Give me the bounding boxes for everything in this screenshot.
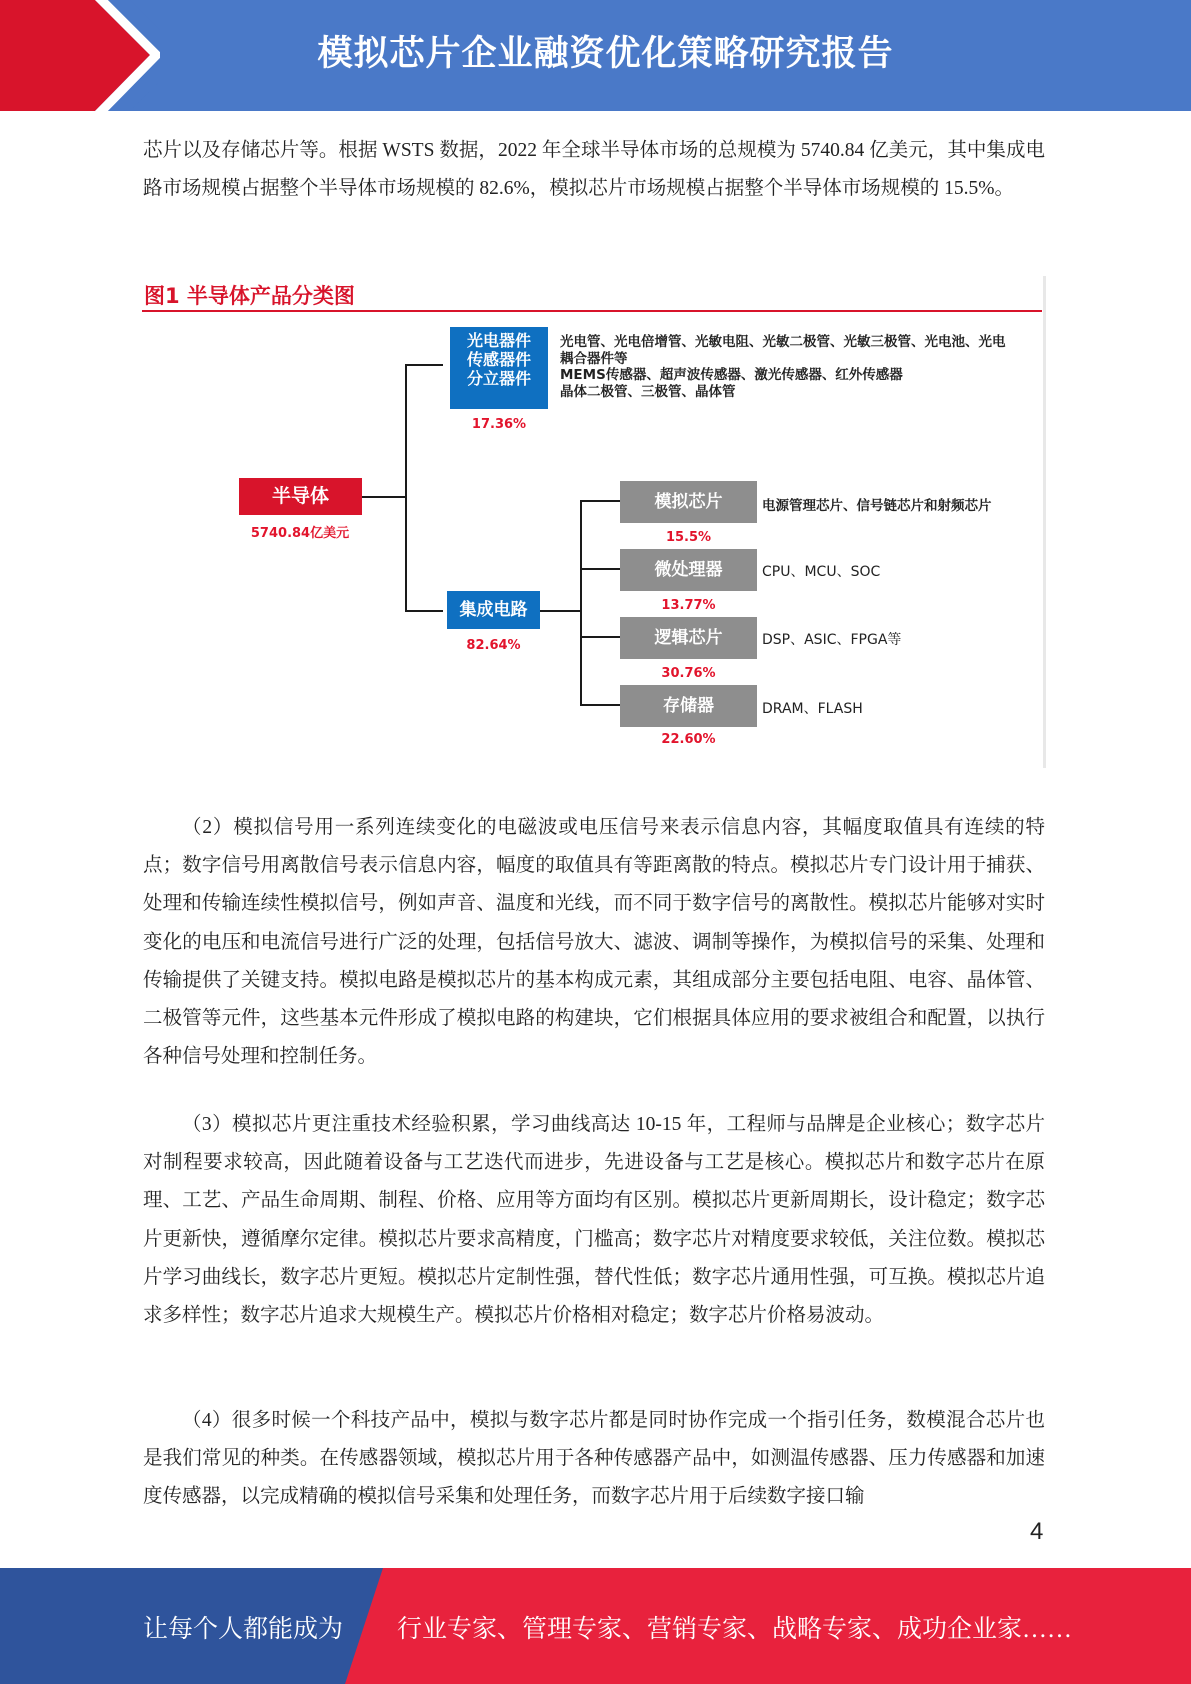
microprocessor-pct: 13.77% (661, 598, 716, 613)
connector (540, 610, 582, 612)
connector (405, 364, 407, 612)
figure-semiconductor-classification (142, 276, 1046, 768)
desc-line: 光电管、光电倍增管、光敏电阻、光敏二极管、光敏三极管、光电池、光电 (560, 334, 1006, 350)
paragraph-4: （4）很多时候一个科技产品中，模拟与数字芯片都是同时协作完成一个指引任务，数模混合芯片也是我们常见的种类。在传感器领域，模拟芯片用于各种传感器产品中，如测温传感器、压力传感器和加速度传感器，以完成精确的模拟信号采集和处理任务，而数字芯片用于后续数字接口输 (143, 1410, 1045, 1508)
connector (362, 496, 407, 498)
connector (580, 500, 622, 502)
node-memory: 存储器 (620, 685, 757, 727)
desc-line: 耦合器件等 (560, 350, 628, 367)
discrete-description (560, 334, 1006, 400)
memory-desc: DRAM、FLASH (762, 701, 863, 717)
page-number: 4 (1030, 1518, 1044, 1545)
memory-pct: 22.60% (661, 732, 716, 747)
node-integrated-circuit: 集成电路 (447, 591, 540, 629)
logic-chip-desc: DSP、ASIC、FPGA等 (762, 632, 902, 648)
figure-title: 图1 半导体产品分类图 (144, 284, 355, 308)
figure-scrollbar (1043, 276, 1046, 768)
connector (405, 610, 443, 612)
microprocessor-desc: CPU、MCU、SOC (762, 564, 881, 580)
node-ic-pct: 82.64% (466, 638, 521, 653)
connector (405, 364, 443, 366)
desc-line: 晶体二极管、三极管、晶体管 (560, 383, 736, 400)
page-footer (0, 1568, 1191, 1684)
footer-slogan-left: 让每个人都能成为 (143, 1616, 344, 1643)
desc-line: MEMS传感器、超声波传感器、激光传感器、红外传感器 (560, 367, 903, 383)
paragraph-1: 芯片以及存储芯片等。根据 WSTS 数据，2022 年全球半导体市场的总规模为 5740.84 亿美元，其中集成电路市场规模占据整个半导体市场规模的 82.6%，模拟芯片市场规模占据整个半导体市场规模的 15.5%。 (143, 140, 1045, 200)
logic-chip-pct: 30.76% (661, 666, 716, 681)
node-discrete-pct: 17.36% (471, 417, 527, 432)
node-microprocessor: 微处理器 (620, 549, 757, 591)
connector (580, 704, 622, 706)
footer-slogan-right: 行业专家、管理专家、营销专家、战略专家、成功企业家…… (397, 1616, 1073, 1643)
page-header (0, 0, 1191, 111)
node-semiconductor: 半导体 (239, 478, 362, 515)
paragraph-3: （3）模拟芯片更注重技术经验积累，学习曲线高达 10-15 年，工程师与品牌是企业核心；数字芯片对制程要求较高，因此随着设备与工艺迭代而进步，先进设备与工艺是核心。模拟芯片和数字芯片在原理、工艺、产品生命周期、制程、价格、应用等方面均有区别。模拟芯片更新周期长，设计稳定；数字芯片更新快，遵循摩尔定律。模拟芯片要求高精度，门槛高；数字芯片对精度要求较低，关注位数。模拟芯片学习曲线长，数字芯片更短。模拟芯片定制性强，替代性低；数字芯片通用性强，可互换。模拟芯片追求多样性；数字芯片追求大规模生产。模拟芯片价格相对稳定；数字芯片价格易波动。 (143, 1114, 1045, 1327)
report-title: 模拟芯片企业融资优化策略研究报告 (317, 34, 894, 74)
connector (580, 500, 582, 706)
analog-chip-desc: 电源管理芯片、信号链芯片和射频芯片 (762, 498, 992, 514)
connector (580, 636, 622, 638)
figure-title-rule (142, 310, 1042, 312)
node-line: 传感器件 (466, 350, 531, 369)
node-discrete-devices (450, 327, 548, 409)
node-semiconductor-value: 5740.84亿美元 (250, 526, 350, 541)
node-line: 分立器件 (466, 369, 531, 388)
node-line: 光电器件 (466, 331, 531, 350)
analog-chip-pct: 15.5% (665, 530, 712, 545)
node-analog-chip: 模拟芯片 (620, 481, 757, 523)
paragraph-2: （2）模拟信号用一系列连续变化的电磁波或电压信号来表示信息内容，其幅度取值具有连续的特点；数字信号用离散信号表示信息内容，幅度的取值具有等距离散的特点。模拟芯片专门设计用于捕获、处理和传输连续性模拟信号，例如声音、温度和光线，而不同于数字信号的离散性。模拟芯片能够对实时变化的电压和电流信号进行广泛的处理，包括信号放大、滤波、调制等操作，为模拟信号的采集、处理和传输提供了关键支持。模拟电路是模拟芯片的基本构成元素，其组成部分主要包括电阻、电容、晶体管、二极管等元件，这些基本元件形成了模拟电路的构建块，它们根据具体应用的要求被组合和配置，以执行各种信号处理和控制任务。 (143, 817, 1045, 1068)
connector (580, 568, 622, 570)
node-logic-chip: 逻辑芯片 (620, 617, 757, 659)
